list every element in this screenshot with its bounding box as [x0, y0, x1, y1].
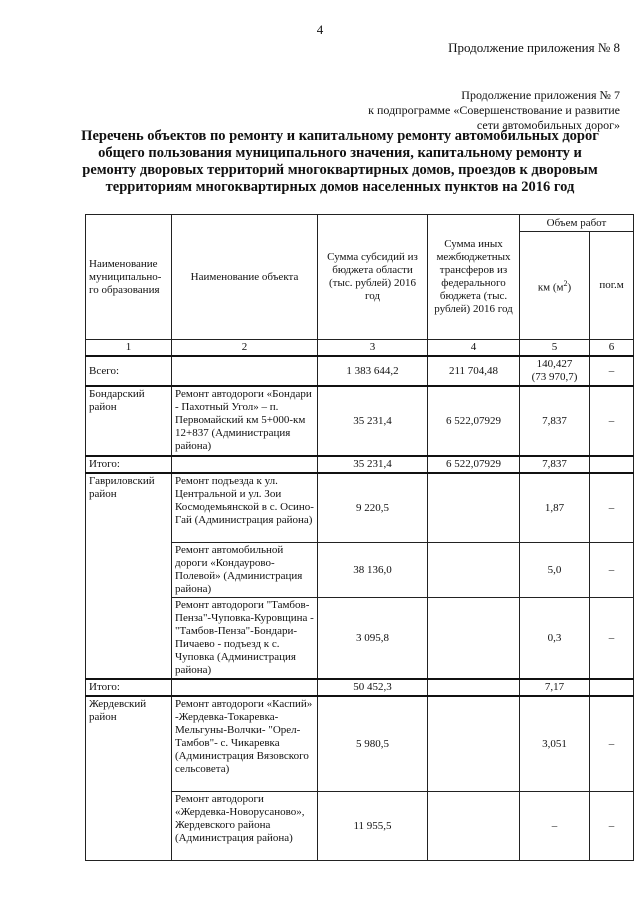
col-index-1: 1 — [86, 340, 172, 357]
subsidy-value: 5 980,5 — [318, 696, 428, 792]
appendix-7-line-2: к подпрограмме «Совершенствование и развитие — [368, 103, 620, 117]
municipality-zherdevsky: Жердевский район — [86, 696, 172, 861]
subsidy-value: 35 231,4 — [318, 386, 428, 456]
col-index-4: 4 — [428, 340, 520, 357]
header-transfers: Сумма иных межбюджетных трансферов из федерального бюджета (тыс. рублей) 2016 год — [428, 215, 520, 340]
km-value: 7,837 — [520, 386, 590, 456]
subtotal-pm — [590, 456, 634, 473]
grand-total-km2-value: (73 970,7) — [531, 371, 578, 383]
subtotal-km: 7,17 — [520, 679, 590, 696]
objects-table — [85, 214, 634, 861]
subtotal-row-bondarsky — [86, 456, 634, 473]
subtotal-empty — [172, 456, 318, 473]
table-row — [86, 473, 634, 543]
col-index-6: 6 — [590, 340, 634, 357]
subtotal-pm — [590, 679, 634, 696]
page-number: 4 — [316, 22, 324, 37]
col-index-3: 3 — [318, 340, 428, 357]
subtotal-km: 7,837 — [520, 456, 590, 473]
transfers-value: 6 522,07929 — [428, 386, 520, 456]
col-index-2: 2 — [172, 340, 318, 357]
km-value: 0,3 — [520, 598, 590, 680]
km-value: 1,87 — [520, 473, 590, 543]
header-object: Наименование объекта — [172, 215, 318, 340]
header-km-close: ) — [567, 281, 572, 294]
km-value: 5,0 — [520, 543, 590, 598]
grand-total-km-value: 140,427 — [536, 358, 573, 370]
document-title: Перечень объектов по ремонту и капитальному ремонту автомобильных дорог общего пользования муниципального значения, капитальному ремонту и ремонту дворовых территорий многоквартирных домов, проездов к дворовым территориям многоквартирных домов населенных пунктов на 2016 год — [81, 128, 599, 195]
grand-total-km — [520, 356, 590, 386]
object-name: Ремонт автодороги "Тамбов-Пенза"-Чуповка-Куровщина - "Тамбов-Пенза"-Бондари-Пичаево - подъезд к с. Чуповка (Администрация района) — [172, 598, 318, 680]
km-value: – — [520, 792, 590, 861]
grand-total-subsidy: 1 383 644,2 — [318, 356, 428, 386]
object-name: Ремонт подъезда к ул. Центральной и ул. Зои Космодемьянской в с. Осино-Гай (Администрация района) — [172, 473, 318, 543]
grand-total-row — [86, 356, 634, 386]
appendix-7-line-3: сети автомобильных дорог» — [476, 118, 620, 132]
header-km-sup: 2 — [563, 278, 568, 288]
km-value: 3,051 — [520, 696, 590, 792]
header-pm: пог.м — [590, 232, 634, 340]
subtotal-label: Итого: — [86, 456, 172, 473]
grand-total-empty — [172, 356, 318, 386]
object-name: Ремонт автодороги «Жердевка-Новорусаново», Жердевского района (Администрация района) — [172, 792, 318, 861]
subtotal-transfers: 6 522,07929 — [428, 456, 520, 473]
subtotal-transfers — [428, 679, 520, 696]
municipality-bondarsky: Бондарский район — [86, 386, 172, 456]
header-row-1 — [86, 215, 634, 232]
object-name: Ремонт автомобильной дороги «Кондаурово-Полевой» (Администрация района) — [172, 543, 318, 598]
pm-value: – — [590, 473, 634, 543]
pm-value: – — [590, 543, 634, 598]
object-name: Ремонт автодороги «Каспий» -Жердевка-Токаревка-Мельгуны-Волчки- "Орел-Тамбов"- с. Чикаревка (Администрация Вязовского сельсовета) — [172, 696, 318, 792]
table-row — [86, 696, 634, 792]
pm-value: – — [590, 386, 634, 456]
appendix-8-continuation: Продолжение приложения № 8 — [448, 40, 620, 55]
col-index-5: 5 — [520, 340, 590, 357]
subsidy-value: 11 955,5 — [318, 792, 428, 861]
header-km-text: км (м — [537, 281, 564, 294]
subsidy-value: 38 136,0 — [318, 543, 428, 598]
appendix-7-continuation — [368, 88, 620, 133]
appendix-7-line-1: Продолжение приложения № 7 — [461, 88, 620, 102]
pm-value: – — [590, 696, 634, 792]
subtotal-subsidy: 35 231,4 — [318, 456, 428, 473]
grand-total-pm: – — [590, 356, 634, 386]
subtotal-row-gavrilovsky — [86, 679, 634, 696]
subtotal-label: Итого: — [86, 679, 172, 696]
object-name: Ремонт автодороги «Бондари - Пахотный Угол» – п. Первомайский км 5+000-км 12+837 (Администрация района) — [172, 386, 318, 456]
municipality-gavrilovsky: Гавриловский район — [86, 473, 172, 679]
transfers-value — [428, 696, 520, 792]
header-municipality: Наименование муниципально-го образования — [86, 215, 172, 340]
table-row — [86, 386, 634, 456]
subsidy-value: 9 220,5 — [318, 473, 428, 543]
grand-total-transfers: 211 704,48 — [428, 356, 520, 386]
subtotal-subsidy: 50 452,3 — [318, 679, 428, 696]
pm-value: – — [590, 598, 634, 680]
header-subsidy: Сумма субсидий из бюджета области (тыс. рублей) 2016 год — [318, 215, 428, 340]
transfers-value — [428, 792, 520, 861]
pm-value: – — [590, 792, 634, 861]
header-volume: Объем работ — [520, 215, 634, 232]
subtotal-empty — [172, 679, 318, 696]
grand-total-label: Всего: — [86, 356, 172, 386]
subsidy-value: 3 095,8 — [318, 598, 428, 680]
transfers-value — [428, 473, 520, 543]
header-km — [520, 232, 590, 340]
column-index-row — [86, 340, 634, 357]
transfers-value — [428, 598, 520, 680]
transfers-value — [428, 543, 520, 598]
